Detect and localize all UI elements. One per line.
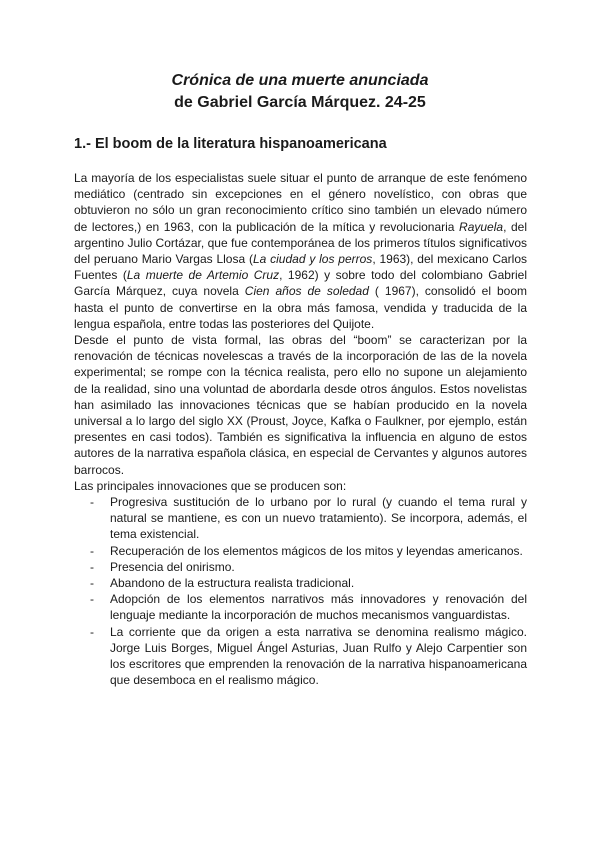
list-item <box>74 591 527 623</box>
list-item-text: Presencia del onirismo. <box>110 559 235 574</box>
list-item-text: Recuperación de los elementos mágicos de los mitos y leyendas americanos. <box>110 543 523 558</box>
list-item <box>74 494 527 543</box>
book-title-la-ciudad-y-los-perros: La ciudad y los perros <box>252 252 373 267</box>
list-item-text: Adopción de los elementos narrativos más innovadores y renovación del lenguaje mediante la incorporación de muchos mecanismos vanguardistas. <box>110 592 527 623</box>
innovations-list <box>74 494 527 688</box>
paragraph-text: La mayoría de los especialistas suele situar el punto de arranque de este fenómeno mediático (centrado sin excepciones en el género novelístico, con obras que obtuvieron no sólo un gran reconocimiento crítico sino también un elevado número de lectores,) en 1963, con la publicación de la mítica y revolucionaria <box>74 171 527 234</box>
document-title: Crónica de una muerte anunciada <box>171 72 429 89</box>
list-intro: Las principales innovaciones que se producen son: <box>74 478 347 493</box>
list-dash: - <box>90 624 94 639</box>
document-subtitle: de Gabriel García Márquez. 24-25 <box>174 94 426 111</box>
list-item <box>74 559 527 575</box>
paragraph-boom-origin <box>74 170 527 332</box>
list-dash: - <box>90 576 94 591</box>
list-item-text: Abandono de la estructura realista tradicional. <box>110 576 355 591</box>
paragraph-text: , 1963), del mexicano Carlos Fuentes ( <box>74 252 527 283</box>
section-heading: 1.- El boom de la literatura hispanoamericana <box>74 136 387 152</box>
paragraph-text: , del argentino Julio Cortázar, que fue contemporánea de los primeros títulos significativos del peruano Mario Vargas Llosa ( <box>74 219 527 267</box>
list-item-text: Progresiva sustitución de lo urbano por lo rural (y cuando el tema rural y natural se mantiene, es con un nuevo tratamiento). Se incorpora, además, el tema existencial. <box>110 495 527 542</box>
list-dash: - <box>90 495 94 510</box>
book-title-rayuela: Rayuela <box>459 219 504 234</box>
book-title-la-muerte-de-artemio-cruz: La muerte de Artemio Cruz <box>126 268 280 283</box>
document-body <box>74 170 527 689</box>
list-dash: - <box>90 559 94 574</box>
paragraph-text: , 1962) y sobre todo del colombiano Gabriel García Márquez, cuya novela <box>74 268 527 299</box>
list-item <box>74 575 527 591</box>
paragraph-text: ( 1967), consolidó el boom hasta el punto de convertirse en la obra más famosa, vendida y traducida de la lengua española, entre todas las posteriores del Quijote. <box>74 284 528 331</box>
list-item <box>74 543 527 559</box>
list-dash: - <box>90 543 94 558</box>
list-item <box>74 624 527 689</box>
list-dash: - <box>90 592 94 607</box>
book-title-cien-anos-de-soledad: Cien años de soledad <box>244 284 369 299</box>
paragraph-formal-features: Desde el punto de vista formal, las obras del “boom” se caracterizan por la renovación de técnicas novelescas a través de la incorporación de las de la novela experimental; se rompe con la técnica realista, pero ello no supone un alejamiento de la realidad, sino una voluntad de abordarla desde otros ángulos. Estos novelistas han asimilado las innovaciones técnicas que se habían producido en la novela universal a lo largo del siglo XX (Proust, Joyce, Kafka o Faulkner, por ejemplo, están presentes en casi todos). También es significativa la influencia en alguno de estos autores de la narrativa española clásica, en especial de Cervantes y algunos autores barrocos. <box>74 333 527 477</box>
list-item-text: La corriente que da origen a esta narrativa se denomina realismo mágico. Jorge Luis Borges, Miguel Ángel Asturias, Juan Rulfo y Alejo Carpentier son los escritores que emprenden la renovación de la narrativa hispanoamericana que desemboca en el realismo mágico. <box>110 624 527 688</box>
